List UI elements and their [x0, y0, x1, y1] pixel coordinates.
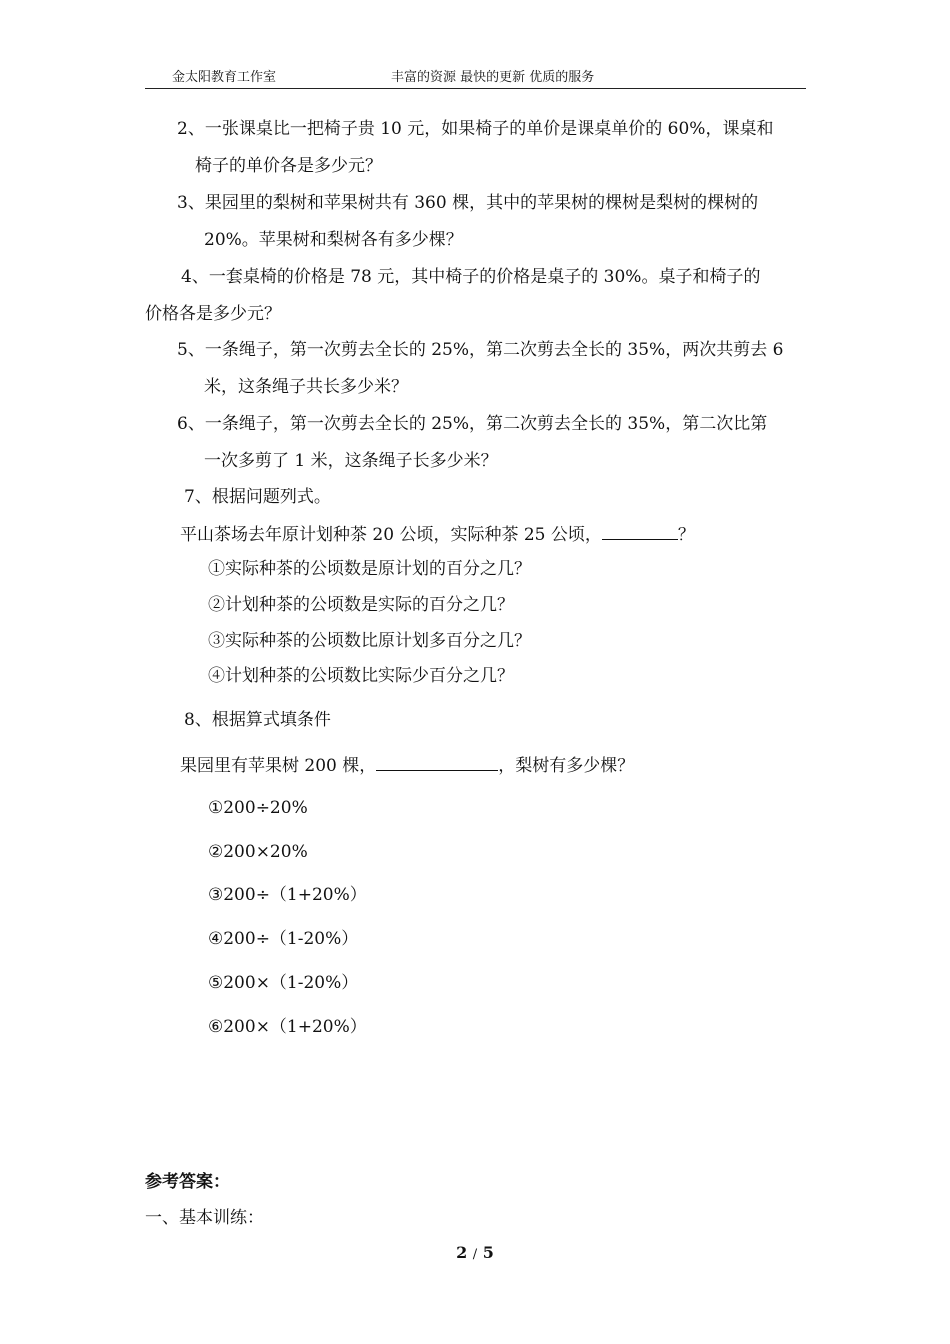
question-8-stem — [180, 753, 634, 777]
page-header — [145, 66, 806, 89]
question-7-stem-end: ？ — [677, 525, 695, 545]
question-2-line-2: 椅子的单价各是多少元？ — [195, 156, 382, 176]
question-7-item-2: ②计划种茶的公顷数是实际的百分之几？ — [208, 595, 514, 615]
question-5-line-1: 5、一条绳子，第一次剪去全长的 25%，第二次剪去全长的 35%，两次共剪去 6 — [177, 340, 784, 360]
question-3-line-1: 3、果园里的梨树和苹果树共有 360 棵，其中的苹果树的棵树是梨树的棵树的 — [177, 193, 759, 213]
answers-title: 参考答案： — [145, 1172, 230, 1192]
question-7-item-3: ③实际种茶的公顷数比原计划多百分之几？ — [208, 631, 531, 651]
question-6-line-2: 一次多剪了 1 米，这条绳子长多少米？ — [204, 451, 498, 471]
question-6-line-1: 6、一条绳子，第一次剪去全长的 25%，第二次剪去全长的 35%，第二次比第 — [177, 414, 768, 434]
question-7-title: 7、根据问题列式。 — [184, 487, 331, 507]
question-4-line-1: 4、一套桌椅的价格是 78 元，其中椅子的价格是桌子的 30%。桌子和椅子的 — [181, 267, 761, 287]
question-7-item-4: ④计划种茶的公顷数比实际少百分之几？ — [208, 666, 514, 686]
header-right: 丰富的资源 最快的更新 优质的服务 — [391, 70, 595, 85]
question-5-line-2: 米，这条绳子共长多少米？ — [204, 377, 408, 397]
question-8-item-6: ⑥200×（1+20%） — [208, 1017, 367, 1037]
question-7-stem-text: 平山茶场去年原计划种茶 20 公顷，实际种茶 25 公顷， — [180, 525, 602, 545]
question-2-line-1: 2、一张课桌比一把椅子贵 10 元，如果椅子的单价是课桌单价的 60%，课桌和 — [177, 119, 774, 139]
answers-section-1: 一、基本训练： — [145, 1208, 264, 1228]
question-8-item-3: ③200÷（1+20%） — [208, 885, 367, 905]
question-7-item-1: ①实际种茶的公顷数是原计划的百分之几？ — [208, 559, 531, 579]
page-separator: / — [472, 1247, 478, 1262]
question-8-stem-text: 果园里有苹果树 200 棵， — [180, 756, 377, 776]
question-8-item-2: ②200×20% — [208, 842, 308, 862]
question-8-item-4: ④200÷（1-20%） — [208, 929, 359, 949]
question-4-line-2: 价格各是多少元？ — [145, 304, 281, 324]
question-8-stem-end: ，梨树有多少棵？ — [498, 756, 635, 776]
question-7-blank[interactable] — [602, 522, 678, 540]
question-8-item-5: ⑤200×（1-20%） — [208, 973, 359, 993]
page-current: 2 — [456, 1243, 468, 1262]
question-8-item-1: ①200÷20% — [208, 798, 308, 818]
header-left: 金太阳教育工作室 — [172, 70, 277, 85]
question-8-blank[interactable] — [376, 753, 498, 771]
question-8-title: 8、根据算式填条件 — [184, 710, 331, 730]
page-number — [0, 1243, 950, 1262]
page-total: 5 — [482, 1243, 494, 1262]
question-7-stem — [180, 522, 695, 546]
question-3-line-2: 20%。苹果树和梨树各有多少棵？ — [204, 230, 463, 250]
